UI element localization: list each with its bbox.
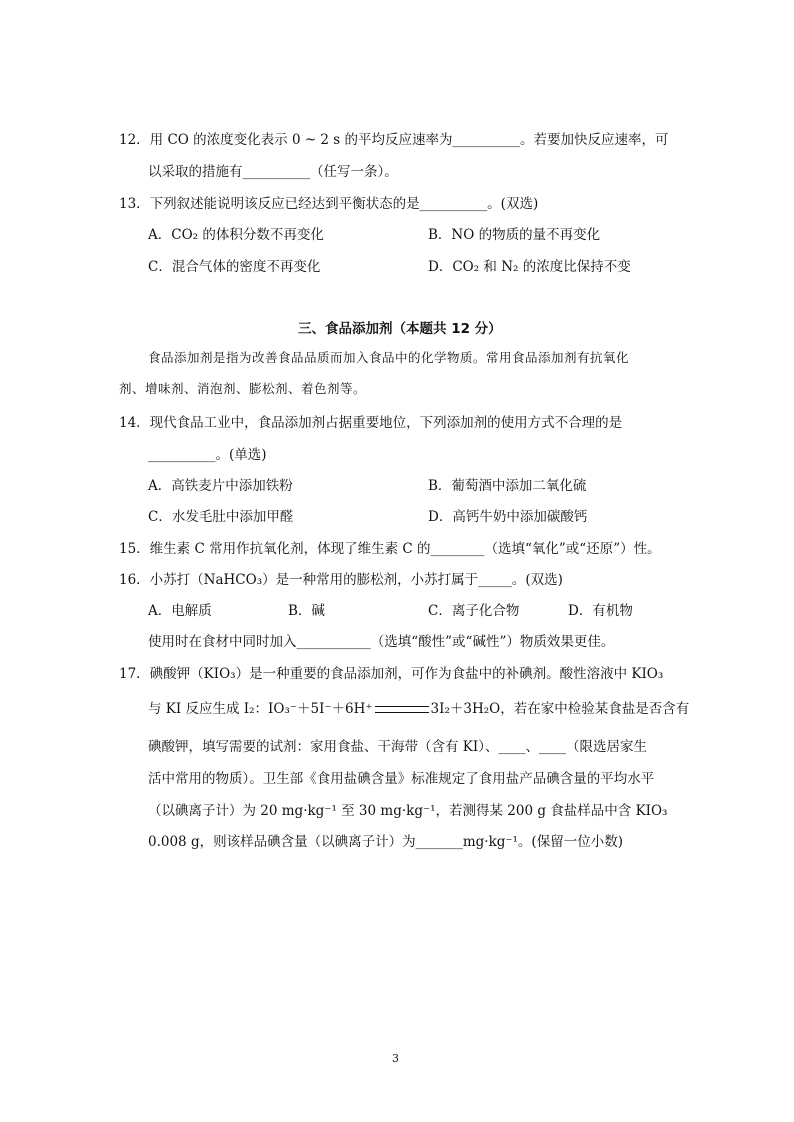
page-number: 3 xyxy=(392,1052,399,1065)
q17-line4: 活中常用的物质）。卫生部《食用盐碘含量》标准规定了食用盐产品碘含量的平均水平 xyxy=(148,771,655,787)
q14-option-b: B．葡萄酒中添加二氧化硫 xyxy=(428,478,587,494)
q16-option-a: A．电解质 xyxy=(148,603,212,619)
q12-line1: 12．用 CO 的浓度变化表示 0 ~ 2 s 的平均反应速率为__________。若要加快反应速率，可 xyxy=(119,132,669,148)
section-intro-line1: 食品添加剂是指为改善食品品质而加入食品中的化学物质。常用食品添加剂有抗氧化 xyxy=(148,350,630,365)
q14-line1: 14．现代食品工业中，食品添加剂占据重要地位，下列添加剂的使用方式不合理的是 xyxy=(119,415,623,431)
q17-equation-left: 与 KI 反应生成 I₂：IO₃⁻＋5I⁻＋6H⁺ xyxy=(148,701,373,717)
q16-option-d: D．有机物 xyxy=(568,603,633,619)
section-title: 三、食品添加剂（本题共 12 分） xyxy=(298,321,502,337)
q14-option-a: A．高铁麦片中添加铁粉 xyxy=(148,478,293,494)
q16-line2: 使用时在食材中同时加入___________（选填“酸性”或“碱性”）物质效果更佳。 xyxy=(148,634,615,650)
q16-option-c: C．离子化合物 xyxy=(428,603,520,619)
q17-line6: 0.008 g，则该样品碘含量（以碘离子计）为_______mg·kg⁻¹。(保留一位小数) xyxy=(148,834,623,850)
q13-stem: 13．下列叙述能说明该反应已经达到平衡状态的是__________。(双选) xyxy=(119,196,539,212)
q14-option-d: D．高钙牛奶中添加碳酸钙 xyxy=(428,509,588,525)
q13-option-a: A．CO₂ 的体积分数不再变化 xyxy=(148,227,324,243)
q17-line2 xyxy=(148,697,689,717)
q14-line2: __________。(单选) xyxy=(148,447,267,463)
q17-line3: 碘酸钾，填写需要的试剂：家用食盐、干海带（含有 KI）、____、____（限选居家生 xyxy=(148,739,647,755)
q13-option-c: C．混合气体的密度不再变化 xyxy=(148,259,321,275)
q12-line2: 以采取的措施有__________（任写一条）。 xyxy=(148,164,398,180)
q13-option-b: B．NO 的物质的量不再变化 xyxy=(428,227,601,243)
q13-option-d: D．CO₂ 和 N₂ 的浓度比保持不变 xyxy=(428,259,631,275)
q17-line5: （以碘离子计）为 20 mg·kg⁻¹ 至 30 mg·kg⁻¹，若测得某 200 g 食盐样品中含 KIO₃ xyxy=(148,803,668,819)
q16-option-b: B．碱 xyxy=(288,603,325,619)
q15-line1: 15．维生素 C 常用作抗氧化剂，体现了维生素 C 的________（选填“氧化”或“还原”）性。 xyxy=(119,541,661,557)
q16-stem: 16．小苏打（NaHCO₃）是一种常用的膨松剂，小苏打属于_____。(双选) xyxy=(119,572,563,588)
q17-equation-right: 3I₂＋3H₂O，若在家中检验某食盐是否含有 xyxy=(430,701,690,717)
equation-equals-sign xyxy=(375,706,429,713)
q17-line1: 17．碘酸钾（KIO₃）是一种重要的食品添加剂，可作为食盐中的补碘剂。酸性溶液中 KIO₃ xyxy=(119,666,664,682)
section-intro-line2: 剂、增味剂、消泡剂、膨松剂、着色剂等。 xyxy=(119,381,367,396)
q14-option-c: C．水发毛肚中添加甲醛 xyxy=(148,509,294,525)
